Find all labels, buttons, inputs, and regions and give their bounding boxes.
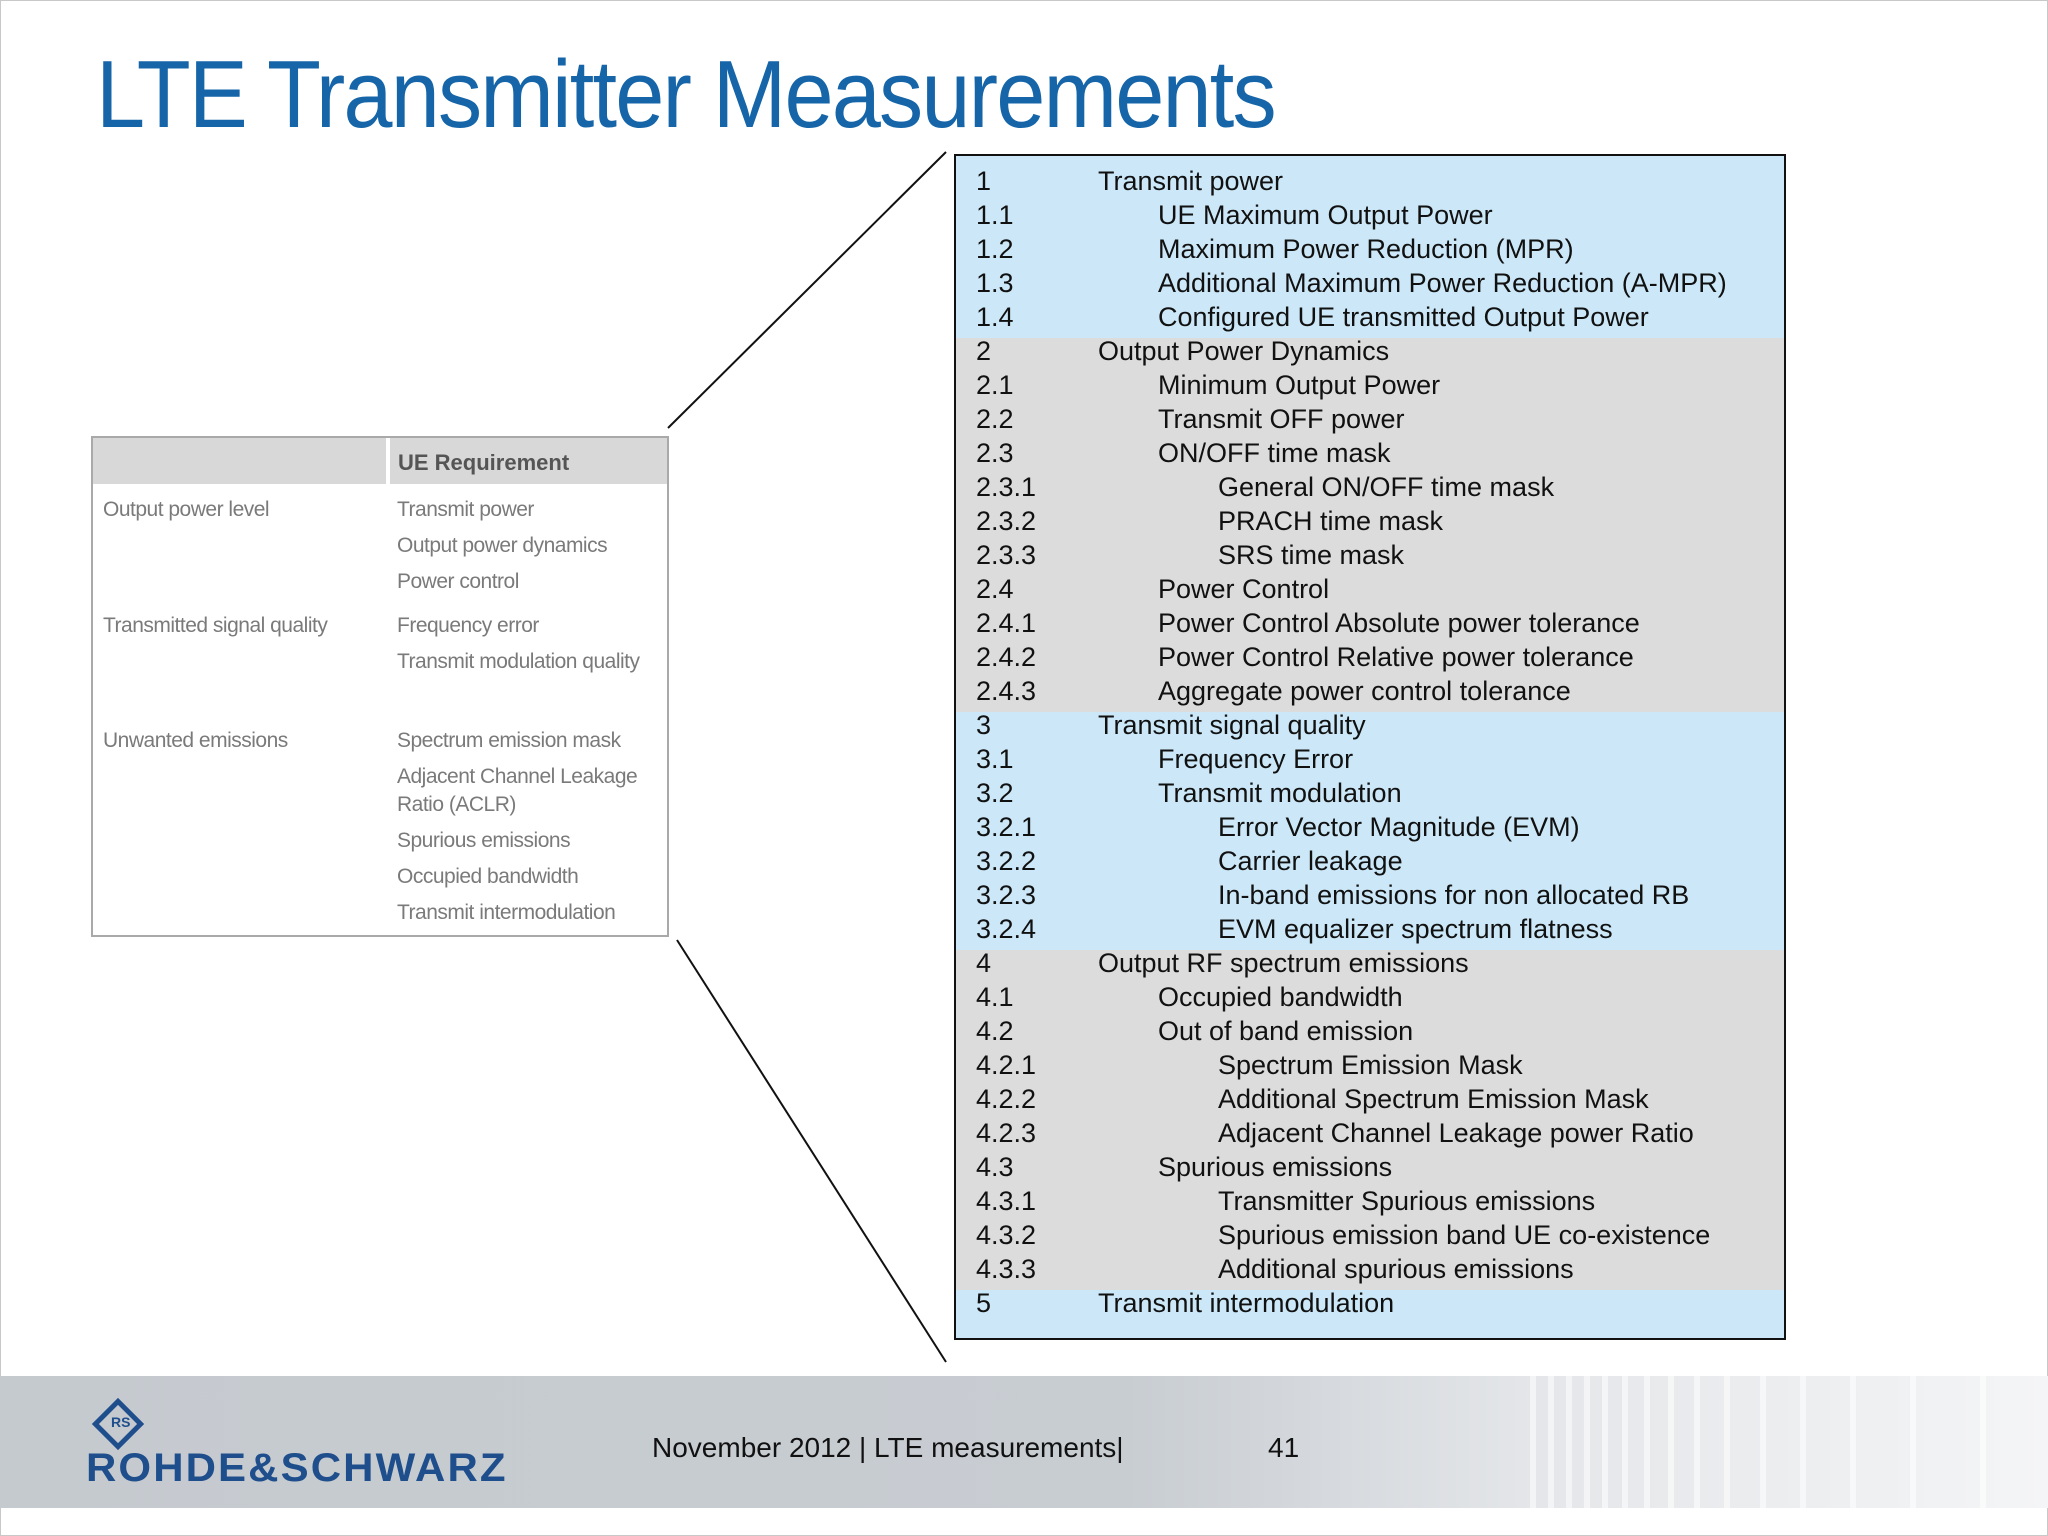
ue-header-label: UE Requirement — [398, 450, 570, 475]
spec-row-text: Transmitter Spurious emissions — [1218, 1186, 1596, 1216]
spec-row-text: Output Power Dynamics — [1098, 336, 1390, 366]
spec-row — [956, 200, 1784, 234]
svg-text:RS: RS — [111, 1414, 131, 1430]
spec-row-text: SRS time mask — [1218, 540, 1405, 570]
spec-row — [956, 1050, 1784, 1084]
spec-row-number: 2.4.3 — [976, 676, 1037, 706]
footer-stripe — [1548, 1376, 1554, 1508]
spec-row-text: Power Control Absolute power tolerance — [1158, 608, 1640, 638]
spec-row-number: 3.2 — [976, 778, 1014, 808]
spec-row-number: 1.3 — [976, 268, 1014, 298]
spec-row-text: Spurious emissions — [1158, 1152, 1393, 1182]
spec-row-number: 2.4.1 — [976, 608, 1037, 638]
spec-row — [956, 744, 1784, 778]
spec-row-text: Output RF spectrum emissions — [1098, 948, 1469, 978]
spec-row-text: In-band emissions for non allocated RB — [1218, 880, 1690, 910]
spec-row-number: 2.1 — [976, 370, 1014, 400]
footer-stripe — [1724, 1376, 1730, 1508]
ue-requirement-table — [91, 436, 669, 937]
spec-row — [956, 982, 1784, 1016]
spec-row — [956, 1186, 1784, 1220]
spec-row — [956, 846, 1784, 880]
spec-row — [956, 1220, 1784, 1254]
spec-row — [956, 1288, 1784, 1322]
spec-row-number: 4.1 — [976, 982, 1014, 1012]
spec-row-text: Frequency Error — [1158, 744, 1354, 774]
spec-row-text: Transmit signal quality — [1098, 710, 1366, 740]
spec-row-number: 2.3.3 — [976, 540, 1037, 570]
spec-row-text: Additional Spectrum Emission Mask — [1218, 1084, 1649, 1114]
ue-table-header — [93, 438, 667, 484]
ue-group-label: Output power level — [103, 498, 270, 521]
spec-row-number: 3.2.2 — [976, 846, 1037, 876]
spec-row — [956, 574, 1784, 608]
spec-row-text: Power Control — [1158, 574, 1330, 604]
footer-stripe — [1760, 1376, 1766, 1508]
spec-row — [956, 540, 1784, 574]
spec-row — [956, 234, 1784, 268]
spec-row-text: Transmit intermodulation — [1098, 1288, 1395, 1318]
spec-row-text: PRACH time mask — [1218, 506, 1444, 536]
footer-stripe — [1980, 1376, 1986, 1508]
spec-row-number: 1.1 — [976, 200, 1014, 230]
spec-row-text: General ON/OFF time mask — [1218, 472, 1555, 502]
spec-row-number: 2.2 — [976, 404, 1014, 434]
ue-item: Spectrum emission mask — [397, 729, 621, 752]
spec-row-number: 3.2.4 — [976, 914, 1037, 944]
spec-row — [956, 1152, 1784, 1186]
spec-row-number: 4.3.1 — [976, 1186, 1037, 1216]
spec-row-number: 2.3.2 — [976, 506, 1037, 536]
spec-row — [956, 812, 1784, 846]
spec-row-text: Out of band emission — [1158, 1016, 1414, 1046]
spec-row-text: Adjacent Channel Leakage power Ratio — [1218, 1118, 1694, 1148]
spec-row-text: Transmit modulation — [1158, 778, 1402, 808]
spec-row-number: 1 — [976, 166, 992, 196]
spec-row-number: 3 — [976, 710, 992, 740]
footer-stripe — [1910, 1376, 1916, 1508]
callout-line-bottom — [677, 940, 946, 1362]
company-logo: ROHDE&SCHWARZ — [86, 1446, 508, 1490]
footer-stripe — [1644, 1376, 1650, 1508]
ue-item: Occupied bandwidth — [397, 865, 579, 888]
ue-item: Adjacent Channel Leakage — [397, 765, 638, 788]
spec-row — [956, 1016, 1784, 1050]
spec-row-text: Carrier leakage — [1218, 846, 1403, 876]
ue-item: Transmit modulation quality — [397, 650, 640, 673]
spec-row-number: 4.2.1 — [976, 1050, 1037, 1080]
spec-row-number: 2 — [976, 336, 992, 366]
page-number: 41 — [1268, 1432, 1300, 1463]
footer-stripe — [1800, 1376, 1806, 1508]
spec-row-number: 4.3.3 — [976, 1254, 1037, 1284]
spec-row-text: Aggregate power control tolerance — [1158, 676, 1571, 706]
spec-row — [956, 166, 1784, 200]
spec-row — [956, 336, 1784, 370]
spec-row-text: Transmit power — [1098, 166, 1284, 196]
spec-row — [956, 880, 1784, 914]
spec-row — [956, 1118, 1784, 1152]
ue-item: Power control — [397, 570, 519, 593]
spec-row — [956, 370, 1784, 404]
spec-row — [956, 506, 1784, 540]
spec-row-text: Configured UE transmitted Output Power — [1158, 302, 1649, 332]
spec-row — [956, 948, 1784, 982]
spec-row-number: 3.1 — [976, 744, 1014, 774]
footer-stripe — [1850, 1376, 1856, 1508]
spec-row — [956, 710, 1784, 744]
footer-stripe — [1566, 1376, 1572, 1508]
spec-row — [956, 404, 1784, 438]
spec-row-number: 4.2 — [976, 1016, 1014, 1046]
ue-header-divider — [386, 438, 390, 484]
footer-date-topic: November 2012 | LTE measurements| — [652, 1432, 1124, 1463]
spec-row-text: ON/OFF time mask — [1158, 438, 1391, 468]
spec-row-text: Transmit OFF power — [1158, 404, 1405, 434]
footer-stripe — [1668, 1376, 1674, 1508]
spec-row-number: 4.3 — [976, 1152, 1014, 1182]
footer-stripe — [1602, 1376, 1608, 1508]
spec-row-number: 4.3.2 — [976, 1220, 1037, 1250]
ue-item: Ratio (ACLR) — [397, 793, 516, 816]
spec-row-number: 5 — [976, 1288, 992, 1318]
spec-row-text: Minimum Output Power — [1158, 370, 1441, 400]
spec-row-text: Spurious emission band UE co-existence — [1218, 1220, 1711, 1250]
spec-row — [956, 608, 1784, 642]
footer-stripe — [1622, 1376, 1628, 1508]
spec-row-number: 4 — [976, 948, 992, 978]
spec-row-text: Maximum Power Reduction (MPR) — [1158, 234, 1574, 264]
spec-row — [956, 778, 1784, 812]
spec-row-number: 3.2.1 — [976, 812, 1037, 842]
spec-row-text: UE Maximum Output Power — [1158, 200, 1493, 230]
spec-row — [956, 1084, 1784, 1118]
spec-row — [956, 642, 1784, 676]
spec-row — [956, 914, 1784, 948]
rs-logo-mark-icon — [88, 1394, 148, 1454]
spec-row-number: 1.4 — [976, 302, 1014, 332]
footer-stripe — [1584, 1376, 1590, 1508]
callout-line-top — [668, 152, 946, 428]
spec-row-number: 2.4.2 — [976, 642, 1037, 672]
spec-row-number: 2.3 — [976, 438, 1014, 468]
ue-item: Frequency error — [397, 614, 539, 637]
ue-item: Transmit intermodulation — [397, 901, 616, 924]
spec-row-text: EVM equalizer spectrum flatness — [1218, 914, 1613, 944]
footer-stripe — [1530, 1376, 1536, 1508]
spec-row-text: Power Control Relative power tolerance — [1158, 642, 1634, 672]
spec-row — [956, 438, 1784, 472]
spec-row-number: 2.3.1 — [976, 472, 1037, 502]
ue-item: Transmit power — [397, 498, 534, 521]
spec-row-number: 2.4 — [976, 574, 1014, 604]
spec-row-text: Spectrum Emission Mask — [1218, 1050, 1523, 1080]
spec-row — [956, 268, 1784, 302]
spec-row-number: 4.2.3 — [976, 1118, 1037, 1148]
spec-row — [956, 676, 1784, 710]
spec-row-number: 4.2.2 — [976, 1084, 1037, 1114]
spec-row-text: Error Vector Magnitude (EVM) — [1218, 812, 1580, 842]
spec-row-number: 1.2 — [976, 234, 1014, 264]
ue-item: Output power dynamics — [397, 534, 608, 557]
spec-row-text: Additional spurious emissions — [1218, 1254, 1574, 1284]
footer-stripe — [1694, 1376, 1700, 1508]
spec-row-text: Occupied bandwidth — [1158, 982, 1403, 1012]
ue-group-label: Unwanted emissions — [103, 729, 288, 752]
spec-row — [956, 1254, 1784, 1288]
spec-row-text: Additional Maximum Power Reduction (A-MPR) — [1158, 268, 1727, 298]
spec-row — [956, 302, 1784, 336]
slide-title: LTE Transmitter Measurements — [96, 41, 1275, 148]
spec-table — [954, 154, 1786, 1340]
spec-row-number: 3.2.3 — [976, 880, 1037, 910]
spec-row — [956, 472, 1784, 506]
ue-group-label: Transmitted signal quality — [103, 614, 328, 637]
ue-item: Spurious emissions — [397, 829, 571, 852]
